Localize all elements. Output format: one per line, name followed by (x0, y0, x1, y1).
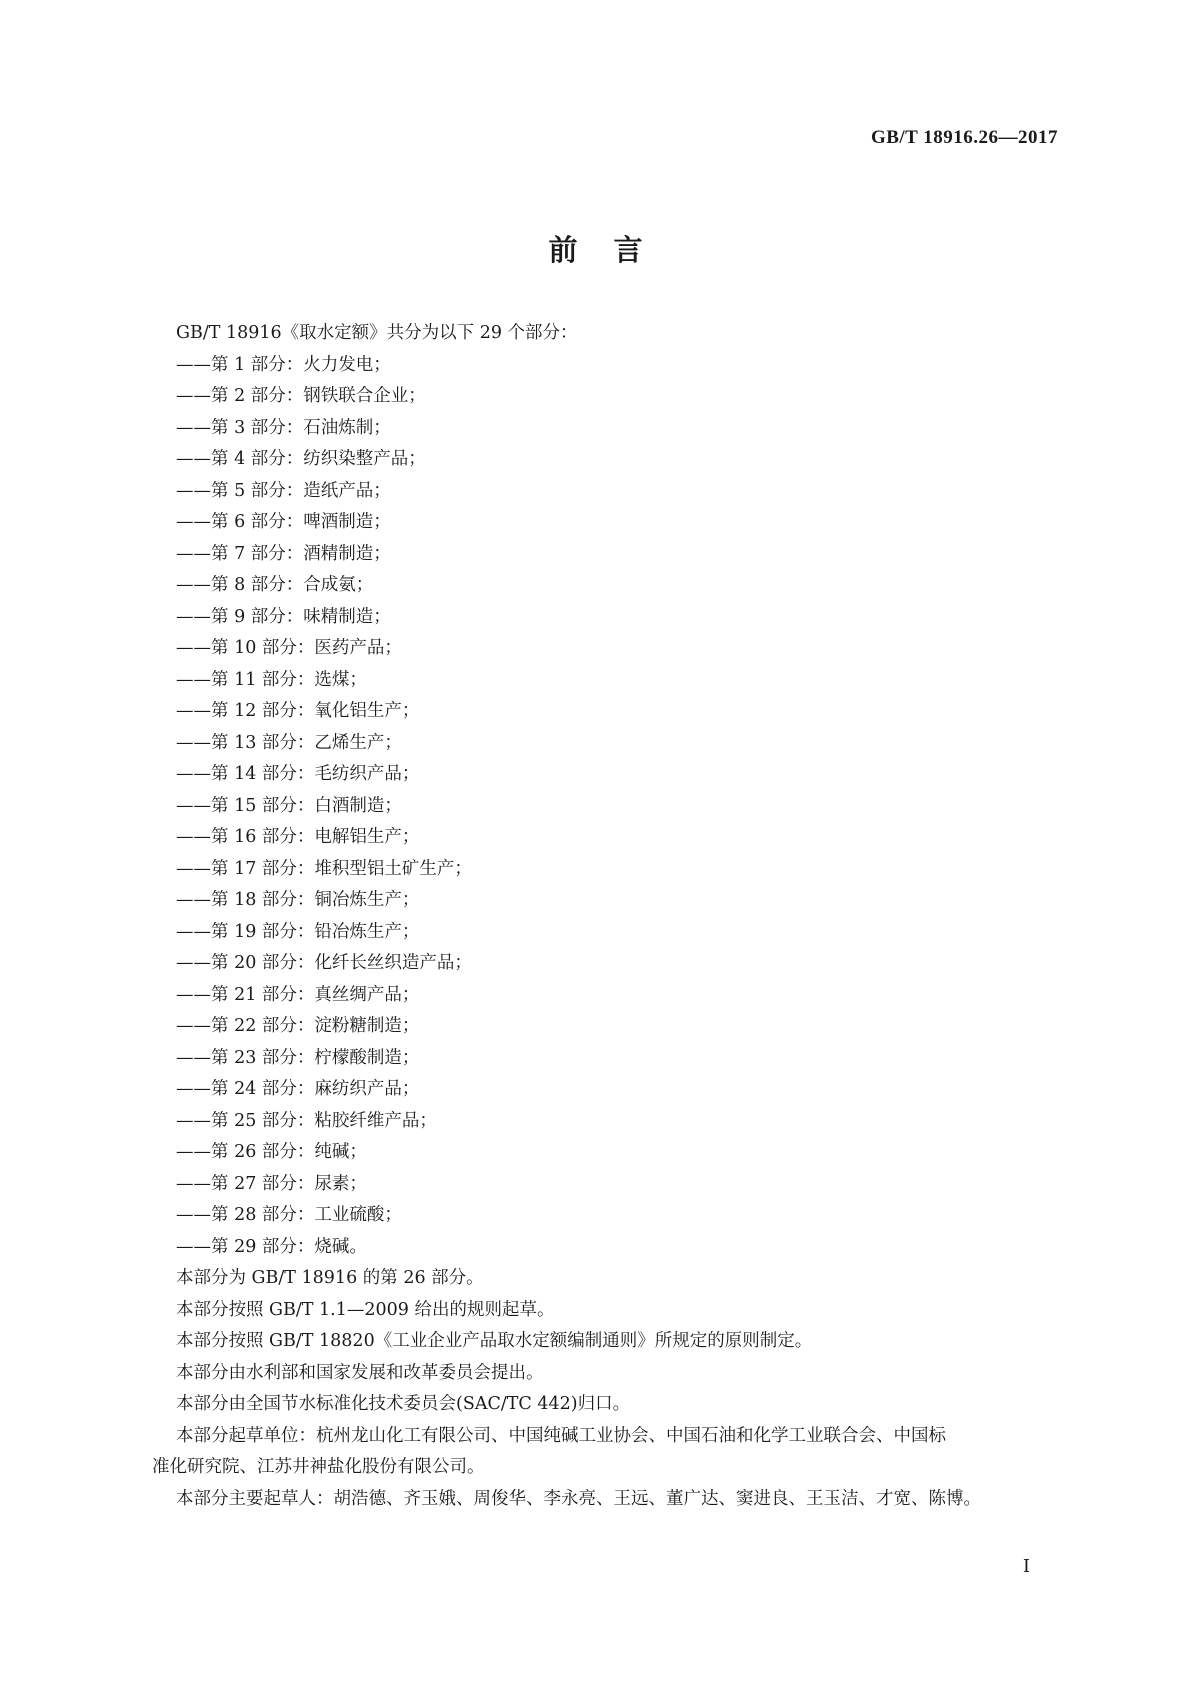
page-number: I (1022, 1556, 1030, 1577)
drafting-units-line-1: 本部分起草单位：杭州龙山化工有限公司、中国纯碱工业协会、中国石油和化学工业联合会、中国标 (176, 1425, 946, 1446)
part-list-item: ——第 19 部分：铅冶炼生产； (176, 921, 420, 942)
foreword-body (152, 318, 1072, 1515)
paragraph-list (176, 1263, 1072, 1421)
part-list-item: ——第 20 部分：化纤长丝织造产品； (176, 953, 472, 973)
part-list-item: ——第 17 部分：堆积型铝土矿生产； (176, 858, 472, 879)
part-list-item: ——第 13 部分：乙烯生产； (176, 732, 402, 753)
part-list-item: ——第 2 部分：钢铁联合企业； (176, 386, 426, 406)
part-list-item: ——第 15 部分：白酒制造； (176, 795, 402, 816)
part-list-item: ——第 14 部分：毛纺织产品； (176, 764, 420, 784)
part-list-item: ——第 5 部分：造纸产品； (176, 480, 391, 501)
paragraph: 本部分由水利部和国家发展和改革委员会提出。 (176, 1362, 544, 1383)
paragraph: 本部分按照 GB/T 1.1—2009 给出的规则起草。 (176, 1299, 555, 1320)
intro-line: GB/T 18916《取水定额》共分为以下 29 个部分： (176, 323, 578, 343)
part-list-item: ——第 28 部分：工业硫酸； (176, 1205, 402, 1225)
part-list-item: ——第 18 部分：铜冶炼生产； (176, 890, 420, 910)
part-list-item: ——第 11 部分：选煤； (176, 669, 367, 690)
part-list-item: ——第 1 部分：火力发电； (176, 354, 391, 375)
part-list-item: ——第 24 部分：麻纺织产品； (176, 1079, 420, 1099)
part-list-item: ——第 26 部分：纯碱； (176, 1142, 367, 1162)
parts-list (176, 350, 1072, 1264)
paragraph: 本部分由全国节水标准化技术委员会(SAC/TC 442)归口。 (176, 1394, 631, 1414)
part-list-item: ——第 7 部分：酒精制造； (176, 543, 391, 564)
page-title: 前言 (548, 233, 679, 267)
drafting-units-line-2: 准化研究院、江苏井神盐化股份有限公司。 (152, 1457, 485, 1477)
drafters-line: 本部分主要起草人：胡浩德、齐玉娥、周俊华、李永亮、王远、董广达、窦进良、王玉洁、才宽、陈博。 (176, 1488, 981, 1509)
part-list-item: ——第 27 部分：尿素； (176, 1173, 367, 1194)
paragraph: 本部分为 GB/T 18916 的第 26 部分。 (176, 1268, 484, 1288)
part-list-item: ——第 25 部分：粘胶纤维产品； (176, 1110, 437, 1131)
part-list-item: ——第 6 部分：啤酒制造； (176, 512, 391, 532)
part-list-item: ——第 12 部分：氧化铝生产； (176, 701, 420, 721)
part-list-item: ——第 9 部分：味精制造； (176, 606, 391, 627)
standard-number: GB/T 18916.26—2017 (870, 127, 1058, 148)
paragraph: 本部分按照 GB/T 18820《工业企业产品取水定额编制通则》所规定的原则制定。 (176, 1331, 813, 1351)
part-list-item: ——第 8 部分：合成氨； (176, 575, 374, 595)
part-list-item: ——第 3 部分：石油炼制； (176, 417, 391, 438)
part-list-item: ——第 10 部分：医药产品； (176, 638, 402, 658)
part-list-item: ——第 4 部分：纺织染整产品； (176, 449, 426, 469)
part-list-item: ——第 22 部分：淀粉糖制造； (176, 1016, 420, 1036)
part-list-item: ——第 16 部分：电解铝生产； (176, 827, 420, 847)
part-list-item: ——第 21 部分：真丝绸产品； (176, 984, 420, 1005)
part-list-item: ——第 23 部分：柠檬酸制造； (176, 1047, 420, 1068)
part-list-item: ——第 29 部分：烧碱。 (176, 1236, 367, 1257)
